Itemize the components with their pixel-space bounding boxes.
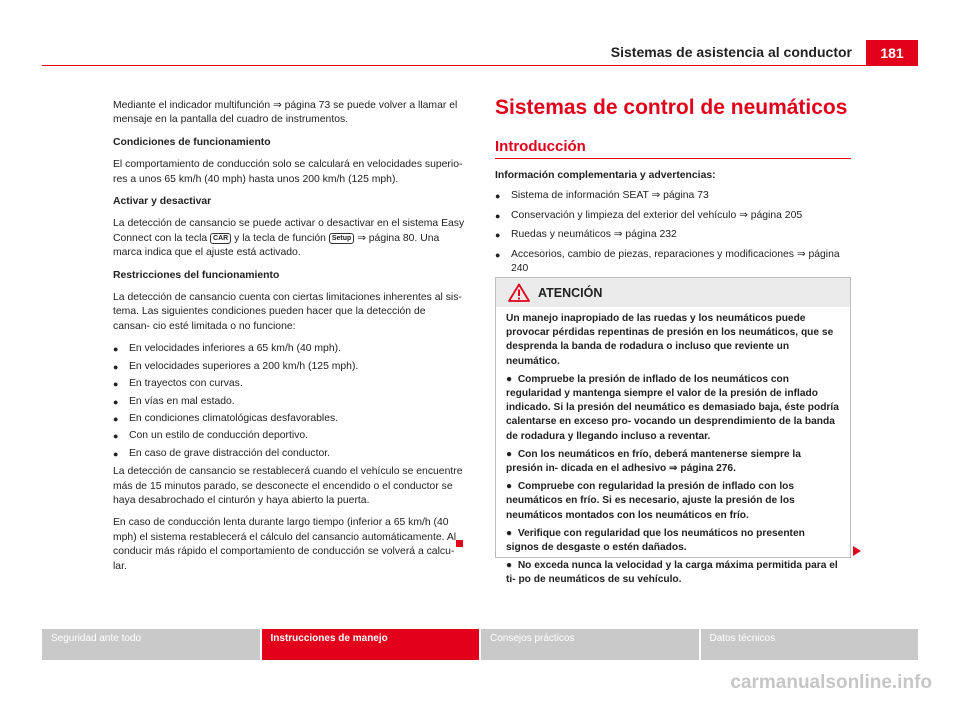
bullet-icon: ●: [113, 396, 119, 407]
bullet-icon: ●: [113, 448, 119, 459]
warning-intro: Un manejo inapropiado de las ruedas y los neumáticos puede provocar pérdidas repentinas de presión en los neumáticos, que se desprenda la banda de rodadura o incluso que reviente un neumático.: [506, 313, 834, 367]
continue-arrow-icon: [853, 546, 861, 556]
bullet-icon: ●: [506, 373, 518, 385]
bullet-icon: ●: [495, 230, 501, 241]
restrictions-paragraph: La detección de cansancio cuenta con ciertas limitaciones inherentes al sis- tema. Las siguientes condiciones pueden hacer que la detección de cansan- cio esté limitada o no funcione:: [113, 292, 462, 332]
header-divider: [42, 65, 918, 66]
list-item: ● Accesorios, cambio de piezas, reparaciones y modificaciones ⇒ página 240: [495, 248, 855, 277]
right-column: [495, 169, 855, 281]
bullet-icon: ●: [113, 413, 119, 424]
conditions-heading: Condiciones de funcionamiento: [113, 136, 271, 148]
bullet-icon: ●: [495, 191, 501, 202]
list-item: ● En velocidades superiores a 200 km/h (125 mph).: [113, 360, 465, 374]
subsection-divider: [495, 158, 851, 159]
list-item: ● Con un estilo de conducción deportivo.: [113, 429, 465, 443]
list-item: ● En trayectos con curvas.: [113, 377, 465, 391]
warning-header: [496, 278, 850, 307]
bullet-icon: ●: [506, 527, 518, 539]
bullet-icon: ●: [113, 379, 119, 390]
left-column: [113, 99, 465, 582]
warning-title: ATENCIÓN: [538, 285, 603, 300]
footer-tabs: [42, 629, 918, 660]
tab-consejos[interactable]: Consejos prácticos: [481, 629, 699, 660]
restrictions-heading: Restricciones del funcionamiento: [113, 269, 280, 281]
warning-item: ● Compruebe con regularidad la presión de inflado con los neumáticos en frío. Si es necesario, ajuste la presión de los neumáticos montados con los neumáticos en frío.: [506, 481, 795, 521]
car-key-icon: CAR: [210, 233, 231, 244]
warning-triangle-icon: [508, 283, 530, 302]
watermark: carmanualsonline.info: [730, 672, 932, 693]
tab-datos[interactable]: Datos técnicos: [701, 629, 919, 660]
list-item: ● En condiciones climatológicas desfavorables.: [113, 412, 465, 426]
activate-paragraph: [113, 217, 465, 260]
info-heading: Información complementaria y advertencias:: [495, 170, 716, 181]
list-item: ● En caso de grave distracción del conductor.: [113, 447, 465, 461]
bullet-icon: ●: [495, 249, 501, 260]
bullet-icon: ●: [506, 448, 518, 460]
activate-text-part3: ⇒ página 80. Una marca indica que el ajuste está activado.: [113, 232, 440, 259]
intro-paragraph: Mediante el indicador multifunción ⇒ página 73 se puede volver a llamar el mensaje en la pantalla del cuadro de instrumentos.: [113, 100, 458, 126]
bullet-icon: ●: [506, 481, 518, 493]
section-end-marker-icon: [456, 540, 463, 547]
tab-instrucciones[interactable]: Instrucciones de manejo: [262, 629, 480, 660]
section-title: Sistemas de control de neumáticos: [495, 96, 848, 119]
bullet-icon: ●: [113, 361, 119, 372]
activate-text-part2: y la tecla de función: [234, 232, 326, 244]
bullet-icon: ●: [113, 344, 119, 355]
tab-seguridad[interactable]: Seguridad ante todo: [42, 629, 260, 660]
warning-item: ● Verifique con regularidad que los neumáticos no presenten signos de desgaste o estén dañados.: [506, 527, 805, 554]
list-item: ● En velocidades inferiores a 65 km/h (40 mph).: [113, 342, 465, 356]
list-item: ● Sistema de información SEAT ⇒ página 73: [495, 189, 855, 203]
activate-text-part1: La detección de cansancio se puede activar o desactivar en el sistema Easy Connect con la tecla: [113, 218, 465, 244]
bullet-icon: ●: [506, 560, 518, 572]
list-item: ● En vías en mal estado.: [113, 395, 465, 409]
activate-heading: Activar y desactivar: [113, 196, 212, 208]
setup-key-icon: Setup: [329, 233, 354, 244]
subsection-title: Introducción: [495, 138, 586, 155]
bullet-icon: ●: [495, 210, 501, 221]
warning-item: ● Con los neumáticos en frío, deberá mantenerse siempre la presión in- dicada en el adhesivo ⇒ página 276.: [506, 448, 801, 475]
running-header-title: Sistemas de asistencia al conductor: [610, 44, 852, 60]
warning-box: [495, 277, 851, 586]
restrictions-list: [113, 342, 465, 461]
bullet-icon: ●: [113, 431, 119, 442]
reset-paragraph: La detección de cansancio se restablecerá cuando el vehículo se encuentre más de 15 minutos parado, se desconecte el encendido o el conductor se haya desabrochado el cinturón y haya abierto la puerta.: [113, 466, 463, 506]
info-list: [495, 189, 855, 276]
warning-body: [496, 307, 850, 588]
list-item: ● Ruedas y neumáticos ⇒ página 232: [495, 228, 855, 242]
conditions-paragraph: El comportamiento de conducción solo se calculará en velocidades superio- res a unos 65 km/h (40 mph) hasta unos 200 km/h (125 mph).: [113, 159, 463, 185]
list-item: ● Conservación y limpieza del exterior del vehículo ⇒ página 205: [495, 209, 855, 223]
warning-item: ● Compruebe la presión de inflado de los neumáticos con regularidad y mantenga siempre el valor de la presión de inflado indicado. Si la presión del neumático es demasiado baja, éste podría calentarse en exceso pro- vocando un desprendimiento de la banda de rodadura y llegando incluso a reventar.: [506, 373, 839, 442]
slow-driving-paragraph: En caso de conducción lenta durante largo tiempo (inferior a 65 km/h (40 mph) el sistema restablecerá el cálculo del cansancio automáticamente. Al conducir más rápido el comportamiento de conducción se volverá a calcu- lar.: [113, 517, 457, 572]
warning-item: ● No exceda nunca la velocidad y la carga máxima permitida para el ti- po de neumáticos de su vehículo.: [506, 560, 838, 586]
page-number: 181: [866, 40, 918, 66]
